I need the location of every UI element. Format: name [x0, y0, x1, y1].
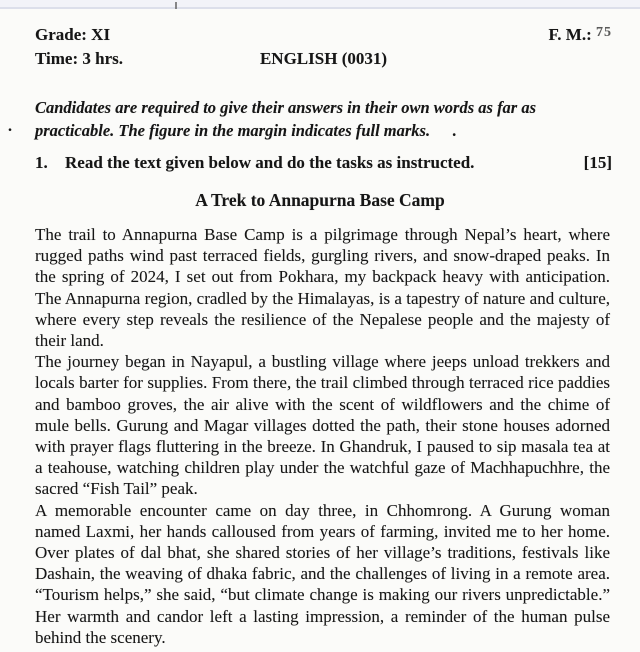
- full-marks-label: F. M.:: [548, 25, 592, 44]
- marks-badge: [15]: [583, 153, 612, 172]
- time-label: Time: 3 hrs.: [35, 49, 123, 68]
- passage-title: A Trek to Annapurna Base Camp: [195, 190, 445, 210]
- scan-edge-line: [0, 7, 640, 9]
- question-item-1: [35, 152, 612, 174]
- instructions-line-1: Candidates are required to give their answers in their own words as far as: [35, 98, 537, 117]
- grade-label: Grade: XI: [35, 25, 111, 44]
- passage-paragraph-2: The journey began in Nayapul, a bustling village where jeeps unload trekkers and locals barter for supplies. From there, the trail climbed through terraced rice paddies and bamboo groves, the air alive with the scent of wildflowers and the chime of mule bells. Gurung and Magar villages dotted the path, their stone houses adorned with prayer flags fluttering in the breeze. In Ghandruk, I paused to sip masala tea at a teahouse, watching children play under the watchful gaze of Machhapuchhre, the sacred “Fish Tail” peak.: [35, 352, 610, 499]
- passage-body: [35, 224, 610, 648]
- candidate-instructions-note: [35, 96, 612, 142]
- question-text: Read the text given below and do the tasks as instructed.: [65, 153, 475, 172]
- question-number: 1.: [35, 153, 48, 172]
- full-marks: [548, 24, 612, 48]
- page-header: [35, 24, 612, 70]
- header-row-1: [35, 24, 612, 48]
- instructions-line-2: practicable. The figure in the margin indicates full marks.: [35, 121, 431, 140]
- scan-top-band: [0, 0, 640, 7]
- full-marks-value: 75: [596, 25, 612, 40]
- scan-tick-mark: [175, 2, 177, 9]
- header-row-2: [35, 48, 612, 70]
- scan-margin-dot: .: [8, 118, 12, 135]
- passage-paragraph-3: A memorable encounter came on day three, in Chhomrong. A Gurung woman named Laxmi, her hands calloused from years of farming, invited me to her home. Over plates of dal bhat, she shared stories of her village’s traditions, festivals like Dashain, the weaving of dhaka fabric, and the challenges of living in a remote area. “Tourism helps,” she said, “but climate change is making our rivers unpredictable.” Her warmth and candor left a lasting impression, a reminder of the human pulse behind the scenery.: [35, 500, 610, 647]
- passage-paragraph-1: The trail to Annapurna Base Camp is a pilgrimage through Nepal’s heart, where rugged paths wind past terraced fields, gurgling rivers, and snow-draped peaks. In the spring of 2024, I set out from Pokhara, my backpack heavy with anticipation. The Annapurna region, cradled by the Himalayas, is a tapestry of nature and culture, where every step reveals the resilience of the Nepalese people and the majesty of their land.: [35, 225, 610, 351]
- subject-title: ENGLISH (0031): [259, 49, 388, 68]
- scan-trailing-dot: .: [452, 121, 457, 140]
